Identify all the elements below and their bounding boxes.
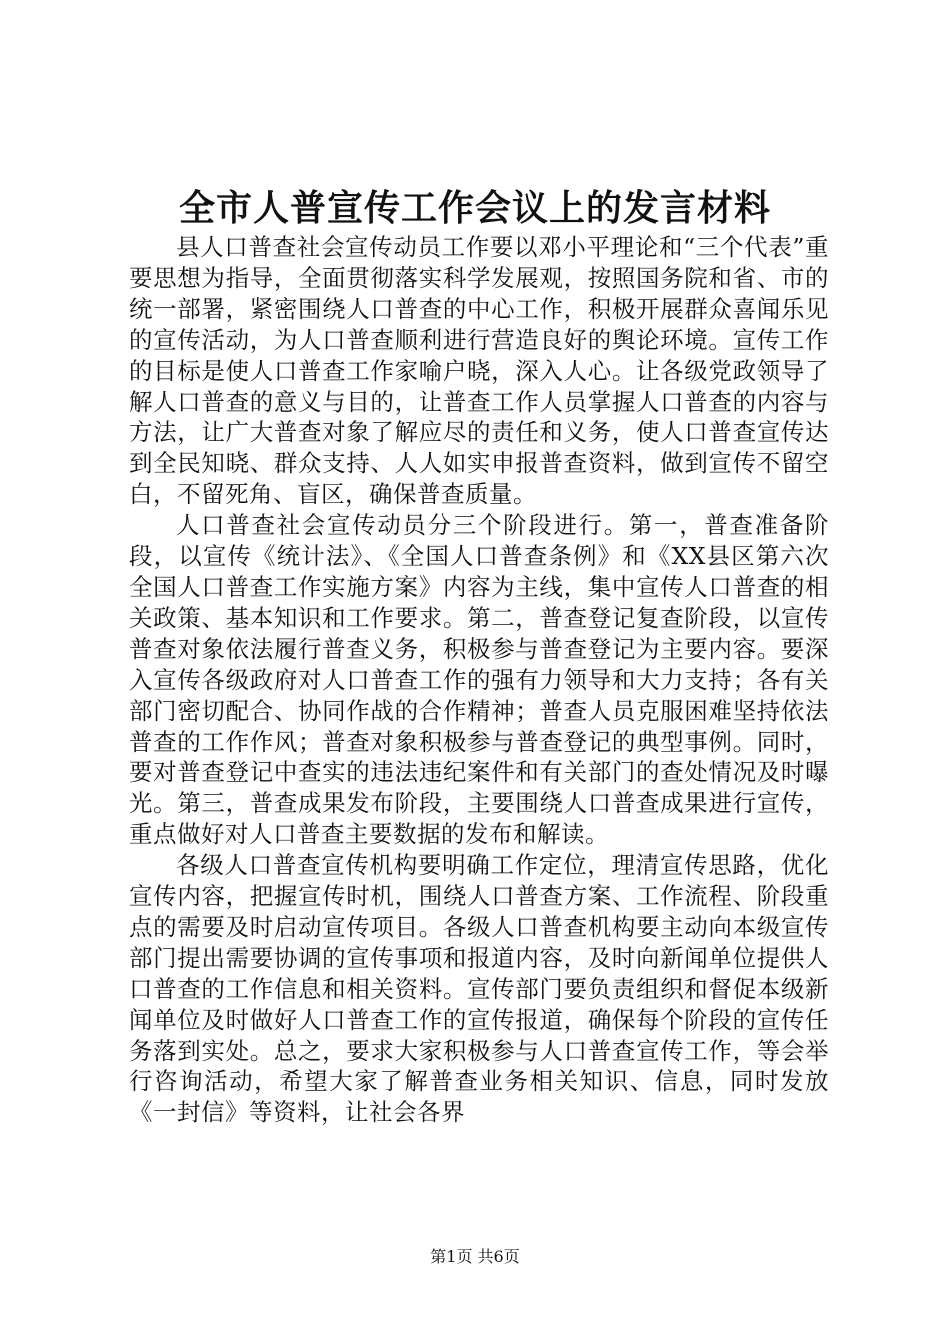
page-number-footer: 第1页 共6页 <box>430 1247 520 1266</box>
document-title: 全市人普宣传工作会议上的发言材料 <box>178 187 771 229</box>
document-body <box>129 232 829 1128</box>
paragraph-3: 各级人口普查宣传机构要明确工作定位，理清宣传思路，优化宣传内容，把握宣传时机，围绕人口普查方案、工作流程、阶段重点的需要及时启动宣传项目。各级人口普查机构要主动向本级宣传部门提出需要协调的宣传事项和报道内容，及时向新闻单位提供人口普查的工作信息和相关资料。宣传部门要负责组织和督促本级新闻单位及时做好人口普查工作的宣传报道，确保每个阶段的宣传任务落到实处。总之，要求大家积极参与人口普查宣传工作，等会举行咨询活动，希望大家了解普查业务相关知识、信息，同时发放《一封信》等资料，让社会各界 <box>129 851 829 1127</box>
paragraph-2: 人口普查社会宣传动员分三个阶段进行。第一，普查准备阶段，以宣传《统计法》、《全国人口普查条例》和《XX县区第六次全国人口普查工作实施方案》内容为主线，集中宣传人口普查的相关政策、基本知识和工作要求。第二，普查登记复查阶段，以宣传普查对象依法履行普查义务，积极参与普查登记为主要内容。要深入宣传各级政府对人口普查工作的强有力领导和大力支持；各有关部门密切配合、协同作战的合作精神；普查人员克服困难坚持依法普查的工作作风；普查对象积极参与普查登记的典型事例。同时，要对普查登记中查实的违法违纪案件和有关部门的查处情况及时曝光。第三，普查成果发布阶段，主要围绕人口普查成果进行宣传，重点做好对人口普查主要数据的发布和解读。 <box>129 511 829 849</box>
paragraph-1: 县人口普查社会宣传动员工作要以邓小平理论和“三个代表”重要思想为指导，全面贯彻落实科学发展观，按照国务院和省、市的统一部署，紧密围绕人口普查的中心工作，积极开展群众喜闻乐见的宣传活动，为人口普查顺利进行营造良好的舆论环境。宣传工作的目标是使人口普查工作家喻户晓，深入人心。让各级党政领导了解人口普查的意义与目的，让普查工作人员掌握人口普查的内容与方法，让广大普查对象了解应尽的责任和义务，使人口普查宣传达到全民知晓、群众支持、人人如实申报普查资料，做到宣传不留空白，不留死角、盲区，确保普查质量。 <box>129 233 829 509</box>
